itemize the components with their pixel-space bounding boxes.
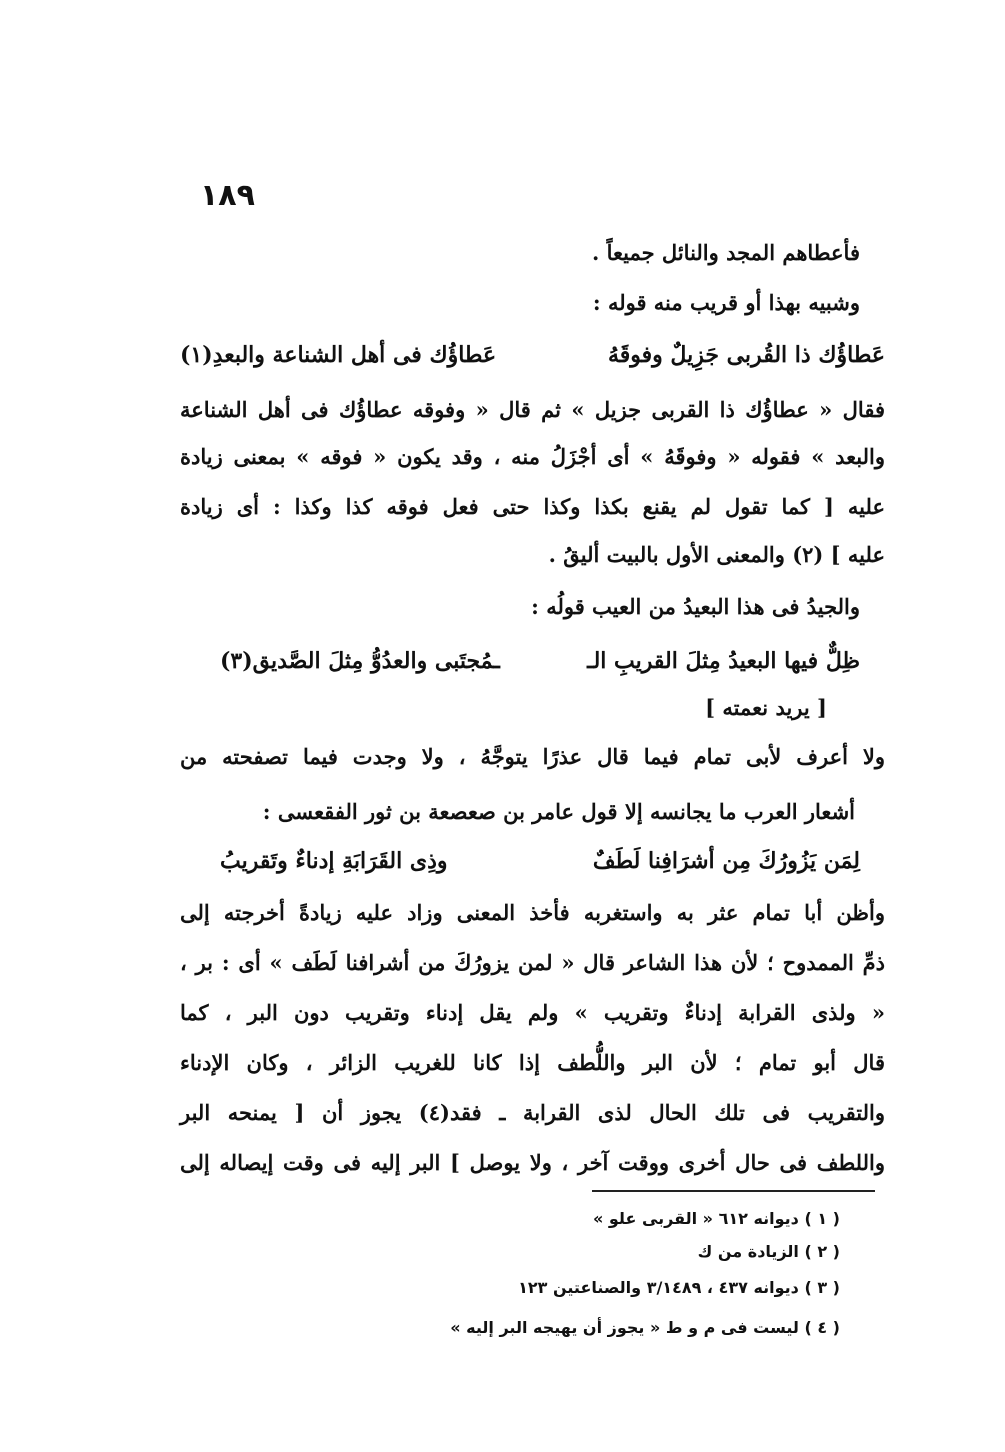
verse-line — [180, 843, 885, 879]
text-line: وشبيه بهذا أو قريب منه قوله : — [592, 290, 860, 315]
text-line: أشعار العرب ما يجانسه إلا قول عامر بن صعصعة بن ثور الفقعسى : — [262, 799, 855, 824]
text-line: فقال « عطاؤُك ذا القربى جزيل » ثم قال « وفوقه عطاؤُك فى أهل الشناعة — [180, 397, 885, 422]
verse-hemistich-first: لِمَن يَزُورُكَ مِن أشرَافِنا لَطَفٌ — [592, 848, 860, 874]
verse-hemistich-second: ـمُجتَبى والعدُوُّ مِثلَ الصَّديق(٣) — [220, 648, 500, 674]
text-line: وأظن أبا تمام عثر به واستغربه فأخذ المعنى وزاد عليه زيادةً أخرجته إلى — [180, 900, 885, 925]
text-line: قال أبو تمام ؛ لأن البر واللُّطف إذا كانا للغريب الزائر ، وكان الإدناء — [180, 1050, 885, 1075]
text-line: عليه [ كما تقول لم يقنع بكذا وكذا حتى فعل فوقه كذا وكذا : أى زيادة — [180, 494, 885, 519]
verse-hemistich-first: ظِلٌّ فيها البعيدُ مِثلَ القريبِ الـ — [587, 648, 860, 674]
text-line: والبعد » فقوله « وفوقَهُ » أى أجْزَلُ منه ، وقد يكون « فوقه » بمعنى زيادة — [180, 444, 885, 469]
verse-hemistich-first: عَطاؤُك ذا القُربى جَزِيلٌ وفوقَهُ — [607, 342, 885, 368]
footnote-divider — [592, 1190, 875, 1192]
footnote: ( ٢ ) الزيادة من ك — [697, 1242, 840, 1261]
text-line: فأعطاهم المجد والنائل جميعاً . — [592, 240, 860, 265]
verse-line — [180, 337, 885, 373]
text-line: والتقريب فى تلك الحال لذى القرابة ـ فقد(٤) يجوز أن [ يمنحه البر — [180, 1100, 885, 1125]
footnote: ( ٤ ) ليست فى م و ط « يجوز أن يهيجه البر إليه » — [450, 1318, 840, 1337]
verse-hemistich-second: عَطاؤُك فى أهل الشناعة والبعدِ(١) — [180, 342, 497, 368]
verse-line — [180, 643, 885, 679]
text-line: « ولذى القرابة إدناءٌ وتقريب » ولم يقل إدناء وتقريب دون البر ، كما — [180, 1000, 885, 1025]
footnote: ( ٣ ) ديوانه ٤٣٧ ، ٣/١٤٨٩ والصناعتين ١٢٣ — [518, 1278, 840, 1297]
page-number: ١٨٩ — [200, 178, 255, 213]
text-line: والجيدُ فى هذا البعيدُ من العيب قولُه : — [531, 594, 860, 619]
text-line: ولا أعرف لأبى تمام فيما قال عذرًا يتوجَّهُ ، ولا وجدت فيما تصفحته من — [180, 744, 885, 769]
text-line: [ يريد نعمته ] — [705, 695, 827, 720]
text-line: واللطف فى حال أخرى ووقت آخر ، ولا يوصل ] البر إليه فى وقت إيصاله إلى — [180, 1150, 885, 1175]
text-line: ذمِّ الممدوح ؛ لأن هذا الشاعر قال « لمن يزورُكَ من أشرافنا لَطَف » أى : بر ، — [180, 950, 885, 975]
footnote: ( ١ ) ديوانه ٦١٢ « القربى علو » — [592, 1209, 840, 1228]
verse-hemistich-second: وذِى القَرَابَةِ إدناءٌ وتَقريبُ — [220, 848, 448, 874]
text-line: عليه ] (٢) والمعنى الأول بالبيت أليقُ . — [548, 542, 885, 567]
